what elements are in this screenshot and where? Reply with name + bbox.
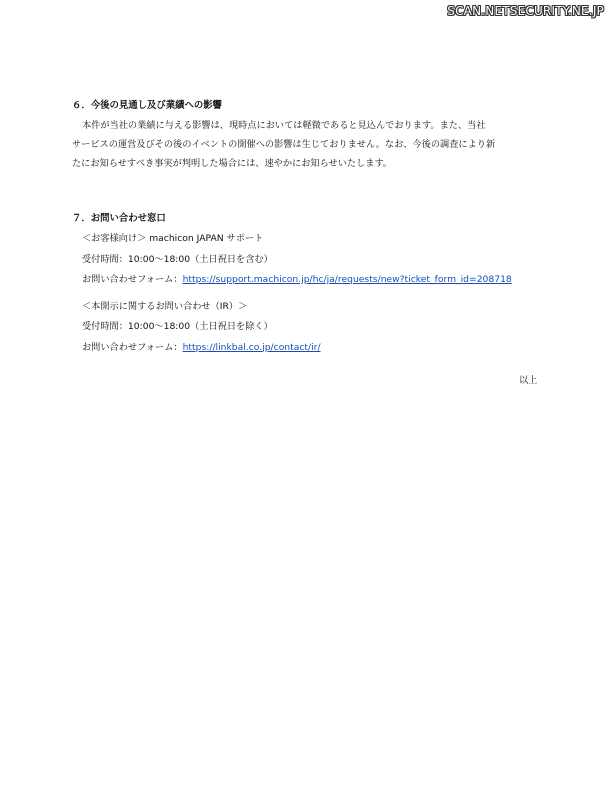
form-label: お問い合わせフォーム： xyxy=(82,274,183,285)
paragraph-line: 本件が当社の業績に与える影響は、現時点においては軽微であると見込んでおります。また、当社 xyxy=(82,120,486,131)
section-contact xyxy=(72,209,542,358)
ir-contact-form xyxy=(72,338,542,359)
customer-contact-title: ＜お客様向け＞ machicon JAPAN サポート xyxy=(82,233,264,244)
watermark-text: SCAN.NETSECURITY.NE.JP xyxy=(447,4,604,18)
customer-contact-form xyxy=(72,270,542,291)
form-label: お問い合わせフォーム： xyxy=(82,341,183,353)
section-outlook xyxy=(72,96,542,173)
ir-contact-hours: 受付時間：10:00〜18:00（土日祝日を除く） xyxy=(82,321,273,332)
closing-mark: 以上 xyxy=(519,375,538,386)
ir-contact-title: ＜本開示に関するお問い合わせ（IR）＞ xyxy=(82,300,248,312)
ir-form-link[interactable]: https://linkbal.co.jp/contact/ir/ xyxy=(182,341,321,353)
customer-form-link[interactable]: https://support.machicon.jp/hc/ja/requests/new?ticket_form_id=208718 xyxy=(182,274,512,285)
paragraph-line: サービスの運営及びその後のイベントの開催への影響は生じておりません。なお、今後の調査により新 xyxy=(72,139,496,150)
customer-contact-hours: 受付時間：10:00〜18:00（土日祝日を含む） xyxy=(82,253,273,265)
section-heading-contact: ７．お問い合わせ窓口 xyxy=(72,213,166,224)
section-heading-outlook: ６．今後の見通し及び業績への影響 xyxy=(72,100,223,111)
paragraph-line: たにお知らせすべき事実が判明した場合には、速やかにお知らせいたします。 xyxy=(72,158,393,169)
